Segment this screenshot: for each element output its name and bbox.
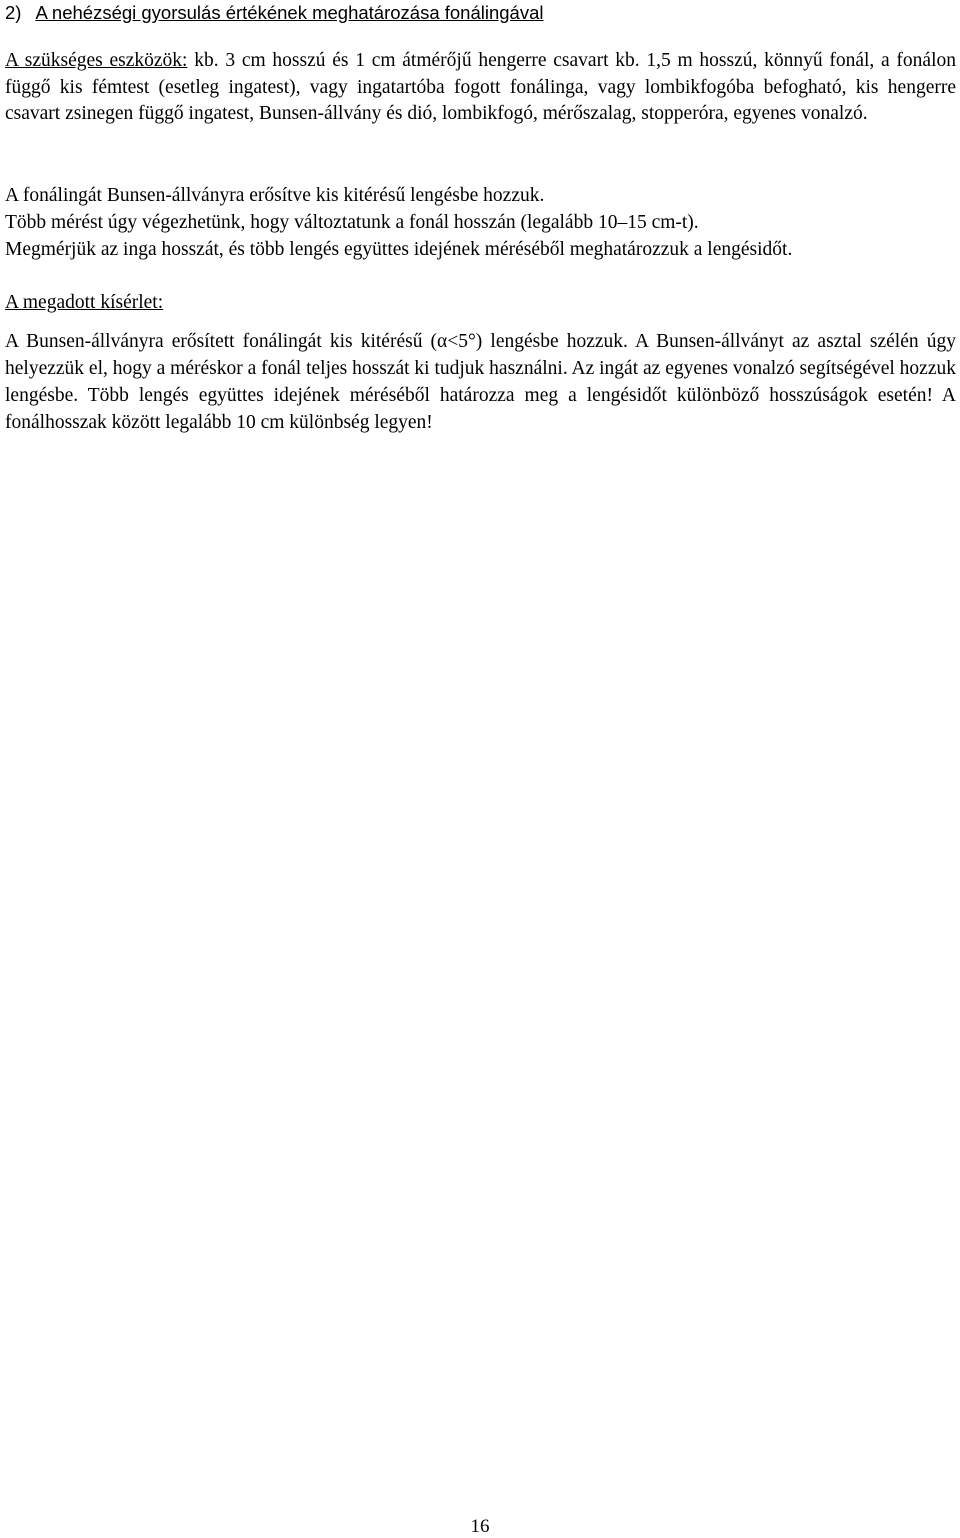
section-heading (5, 0, 956, 26)
procedure-paragraph (5, 182, 956, 263)
procedure-line: Több mérést úgy végezhetünk, hogy változtatunk a fonál hosszán (legalább 10–15 cm-t). (5, 212, 699, 233)
procedure-line: A fonálingát Bunsen-állványra erősítve kis kitérésű lengésbe hozzuk. (5, 185, 545, 206)
procedure-line: Megmérjük az inga hosszát, és több lengés együttes idejének méréséből meghatározzuk a lengésidőt. (5, 239, 793, 260)
section-title: A nehézségi gyorsulás értékének meghatározása fonálingával (35, 2, 544, 23)
required-tools-paragraph (5, 48, 956, 128)
given-experiment-heading (5, 290, 956, 316)
given-experiment-label: A megadott kísérlet: (5, 292, 164, 313)
page-number: 16 (470, 1516, 490, 1537)
required-tools-text: kb. 3 cm hosszú és 1 cm átmérőjű hengerre csavart kb. 1,5 m hosszú, könnyű fonál, a fonálon függő kis fémtest (esetleg ingatest), vagy ingatartóba fogott fonálinga, vagy lombikfogóba befogható, kis hengerre csavart zsinegen függő ingatest, Bunsen-állvány és dió, lombikfogó, mérőszalag, stopperóra, egyenes vonalzó. (5, 50, 956, 124)
section-number: 2) (5, 2, 22, 23)
given-experiment-text: A Bunsen-állványra erősített fonálingát kis kitérésű (α<5°) lengésbe hozzuk. A Bunsen-állványt az asztal szélén úgy helyezzük el, hogy a méréskor a fonál teljes hosszát ki tudjuk használni. Az ingát az egyenes vonalzó segítségével hozzuk lengésbe. Több lengés együttes idejének méréséből határozza meg a lengésidőt különböző hosszúságok esetén! A fonálhosszak között legalább 10 cm különbség legyen! (5, 331, 956, 433)
required-tools-label: A szükséges eszközök: (5, 50, 188, 71)
